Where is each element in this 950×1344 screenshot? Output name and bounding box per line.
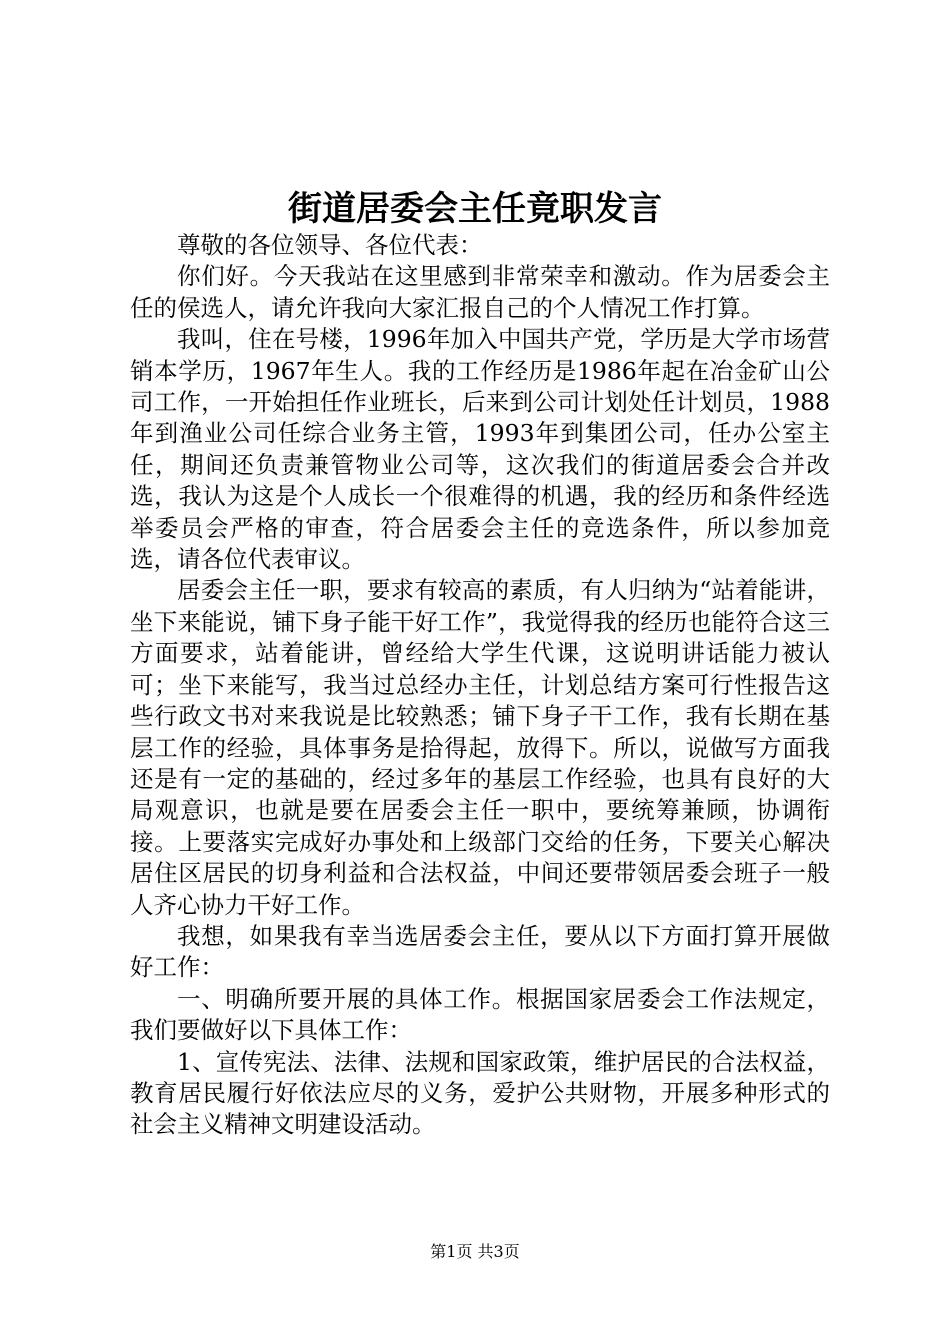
paragraph-greeting: 你们好。今天我站在这里感到非常荣幸和激动。作为居委会主任的侯选人，请允许我向大家汇报自己的个人情况工作打算。 xyxy=(130,262,830,322)
page-number-footer: 第1页 共3页 xyxy=(430,1242,520,1261)
paragraph-item-one: 1、宣传宪法、法律、法规和国家政策，维护居民的合法权益，教育居民履行好依法应尽的义务，爱护公共财物，开展多种形式的社会主义精神文明建设活动。 xyxy=(130,1047,830,1139)
paragraph-section-one: 一、明确所要开展的具体工作。根据国家居委会工作法规定，我们要做好以下具体工作： xyxy=(130,984,830,1045)
paragraph-salutation: 尊敬的各位领导、各位代表： xyxy=(177,231,483,259)
document-title: 街道居委会主任竟职发言 xyxy=(288,189,662,229)
document-body xyxy=(130,230,830,1141)
paragraph-plan-intro: 我想，如果我有幸当选居委会主任，要从以下方面打算开展做好工作： xyxy=(130,921,830,982)
paragraph-qualifications: 居委会主任一职，要求有较高的素质，有人归纳为“站着能讲，坐下来能说，铺下身子能干好工作”，我觉得我的经历也能符合这三方面要求，站着能讲，曾经给大学生代课，这说明讲话能力被认可；坐下来能写，我当过总经办主任，计划总结方案可行性报告这些行政文书对来我说是比较熟悉；铺下身子干工作，我有长期在基层工作的经验，具体事务是拾得起，放得下。所以，说做写方面我还是有一定的基础的，经过多年的基层工作经验，也具有良好的大局观意识，也就是要在居委会主任一职中，要统筹兼顾，协调衔接。上要落实完成好办事处和上级部门交给的任务，下要关心解决居住区居民的切身利益和合法权益，中间还要带领居委会班子一般人齐心协力干好工作。 xyxy=(130,576,830,919)
paragraph-background: 我叫，住在号楼，1996年加入中国共产党，学历是大学市场营销本学历，1967年生人。我的工作经历是1986年起在冶金矿山公司工作，一开始担任作业班长，后来到公司计划处任计划员，1988年到渔业公司任综合业务主管，1993年到集团公司，任办公室主任，期间还负责兼管物业公司等，这次我们的街道居委会合并改选，我认为这是个人成长一个很难得的机遇，我的经历和条件经选举委员会严格的审查，符合居委会主任的竞选条件，所以参加竞选，请各位代表审议。 xyxy=(130,325,830,574)
